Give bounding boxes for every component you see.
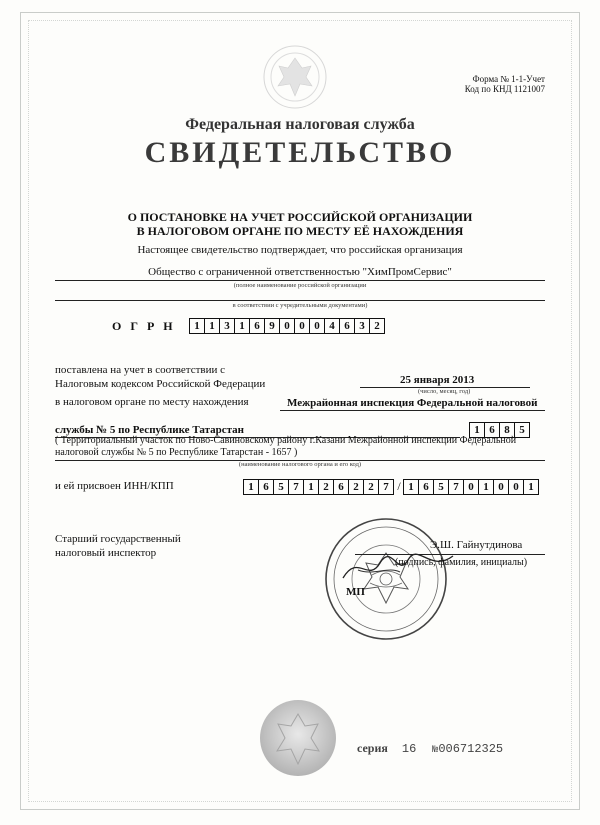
series-value: 16 bbox=[401, 742, 417, 756]
inspector-name: Э.Ш. Гайнутдинова bbox=[430, 539, 523, 551]
ogrn-digit-box: 1 bbox=[204, 318, 220, 334]
inn-kpp-separator: / bbox=[397, 478, 401, 493]
inn-digit-box: 2 bbox=[348, 479, 364, 495]
kpp-digit-box: 1 bbox=[478, 479, 494, 495]
ogrn-digit-box: 0 bbox=[279, 318, 295, 334]
tax-authority-code-digit-box: 8 bbox=[499, 422, 515, 438]
ogrn-digit-box: 1 bbox=[234, 318, 250, 334]
inn-digit-box: 1 bbox=[243, 479, 259, 495]
registration-basis bbox=[55, 363, 265, 391]
series-block bbox=[357, 741, 503, 756]
territorial-note-1: ( Территориальный участок по Ново-Савиновскому району г.Казани Межрайонной инспекции Федеральной bbox=[55, 435, 517, 446]
agency-name: Федеральная налоговая служба bbox=[185, 116, 415, 133]
inn-digit-box: 2 bbox=[363, 479, 379, 495]
registration-text-3: в налоговом органе по месту нахождения bbox=[55, 396, 249, 408]
inn-digit-box: 7 bbox=[378, 479, 394, 495]
kpp-digit-box: 0 bbox=[463, 479, 479, 495]
inn-digit-box: 6 bbox=[333, 479, 349, 495]
hologram-emblem-icon bbox=[258, 698, 338, 778]
ogrn-digit-box: 6 bbox=[249, 318, 265, 334]
ogrn-digit-box: 9 bbox=[264, 318, 280, 334]
organization-line bbox=[55, 280, 545, 281]
tax-authority-line-1: Межрайонная инспекция Федеральной налоговой bbox=[287, 397, 538, 409]
date-caption: (число, месяц, год) bbox=[418, 388, 471, 395]
ogrn-digit-box: 1 bbox=[189, 318, 205, 334]
inn-kpp-digit-boxes bbox=[244, 479, 539, 495]
registration-text-1: поставлена на учет в соответствии с bbox=[55, 364, 226, 376]
inn-digit-box: 7 bbox=[288, 479, 304, 495]
authority-caption: (наименование налогового органа и его код) bbox=[238, 461, 362, 468]
organization-caption-2: в соответствии с учредительными документами) bbox=[232, 302, 368, 309]
ogrn-digit-box: 4 bbox=[324, 318, 340, 334]
ogrn-digit-box: 3 bbox=[219, 318, 235, 334]
inn-digit-box: 2 bbox=[318, 479, 334, 495]
document-subtitle bbox=[0, 210, 600, 238]
organization-line-2 bbox=[55, 300, 545, 301]
inspector-title bbox=[55, 532, 181, 560]
tax-authority-line-2: службы № 5 по Республике Татарстан bbox=[55, 424, 245, 436]
stamp-label: МП bbox=[346, 586, 365, 598]
subtitle-line-1: О ПОСТАНОВКЕ НА УЧЕТ РОССИЙСКОЙ ОРГАНИЗАЦИИ bbox=[127, 210, 473, 224]
intro-text: Настоящее свидетельство подтверждает, что российская организация bbox=[137, 244, 463, 256]
ogrn-label: ОГРН bbox=[112, 319, 182, 333]
coat-of-arms-emblem-icon bbox=[262, 44, 328, 110]
registration-date: 25 января 2013 bbox=[400, 374, 475, 386]
form-code: Код по КНД 1121007 bbox=[464, 84, 545, 94]
organization-caption: (полное наименование российской организации bbox=[233, 282, 367, 289]
kpp-digit-box: 0 bbox=[493, 479, 509, 495]
territorial-note bbox=[55, 435, 516, 459]
signature-caption: (подпись, фамилия, инициалы) bbox=[395, 557, 528, 568]
kpp-digit-box: 1 bbox=[523, 479, 539, 495]
ogrn-digit-box: 0 bbox=[309, 318, 325, 334]
ogrn-digit-boxes bbox=[190, 318, 385, 334]
inn-digit-box: 1 bbox=[303, 479, 319, 495]
form-number: Форма № 1-1-Учет bbox=[472, 74, 545, 84]
registration-text-2: Налоговым кодексом Российской Федерации bbox=[55, 378, 266, 390]
authority-line-1 bbox=[280, 410, 545, 411]
tax-authority-code-digit-box: 5 bbox=[514, 422, 530, 438]
territorial-note-2: налоговой службы № 5 по Республике Татарстан - 1657 ) bbox=[55, 447, 298, 458]
kpp-digit-box: 1 bbox=[403, 479, 419, 495]
tax-authority-code-digit-box: 1 bbox=[469, 422, 485, 438]
number-prefix: № bbox=[432, 745, 439, 756]
series-label: серия bbox=[357, 741, 388, 755]
certificate-number: 006712325 bbox=[438, 742, 504, 756]
kpp-digit-box: 7 bbox=[448, 479, 464, 495]
ogrn-digit-box: 6 bbox=[339, 318, 355, 334]
tax-authority-code-digit-box: 6 bbox=[484, 422, 500, 438]
kpp-digit-box: 5 bbox=[433, 479, 449, 495]
inn-digit-box: 6 bbox=[258, 479, 274, 495]
ogrn-digit-box: 2 bbox=[369, 318, 385, 334]
subtitle-line-2: В НАЛОГОВОМ ОРГАНЕ ПО МЕСТУ ЕЁ НАХОЖДЕНИЯ bbox=[136, 224, 464, 238]
inn-digit-box: 5 bbox=[273, 479, 289, 495]
inspector-title-1: Старший государственный bbox=[55, 533, 181, 545]
inn-kpp-label: и ей присвоен ИНН/КПП bbox=[55, 480, 174, 492]
ogrn-digit-box: 3 bbox=[354, 318, 370, 334]
document-title: СВИДЕТЕЛЬСТВО bbox=[144, 136, 456, 169]
inspector-title-2: налоговый инспектор bbox=[55, 547, 157, 559]
organization-name: Общество с ограниченной ответственностью "ХимПромСервис" bbox=[148, 266, 452, 278]
kpp-digit-box: 0 bbox=[508, 479, 524, 495]
form-info bbox=[465, 74, 545, 94]
kpp-digit-box: 6 bbox=[418, 479, 434, 495]
signature-line bbox=[355, 554, 545, 555]
ogrn-digit-box: 0 bbox=[294, 318, 310, 334]
